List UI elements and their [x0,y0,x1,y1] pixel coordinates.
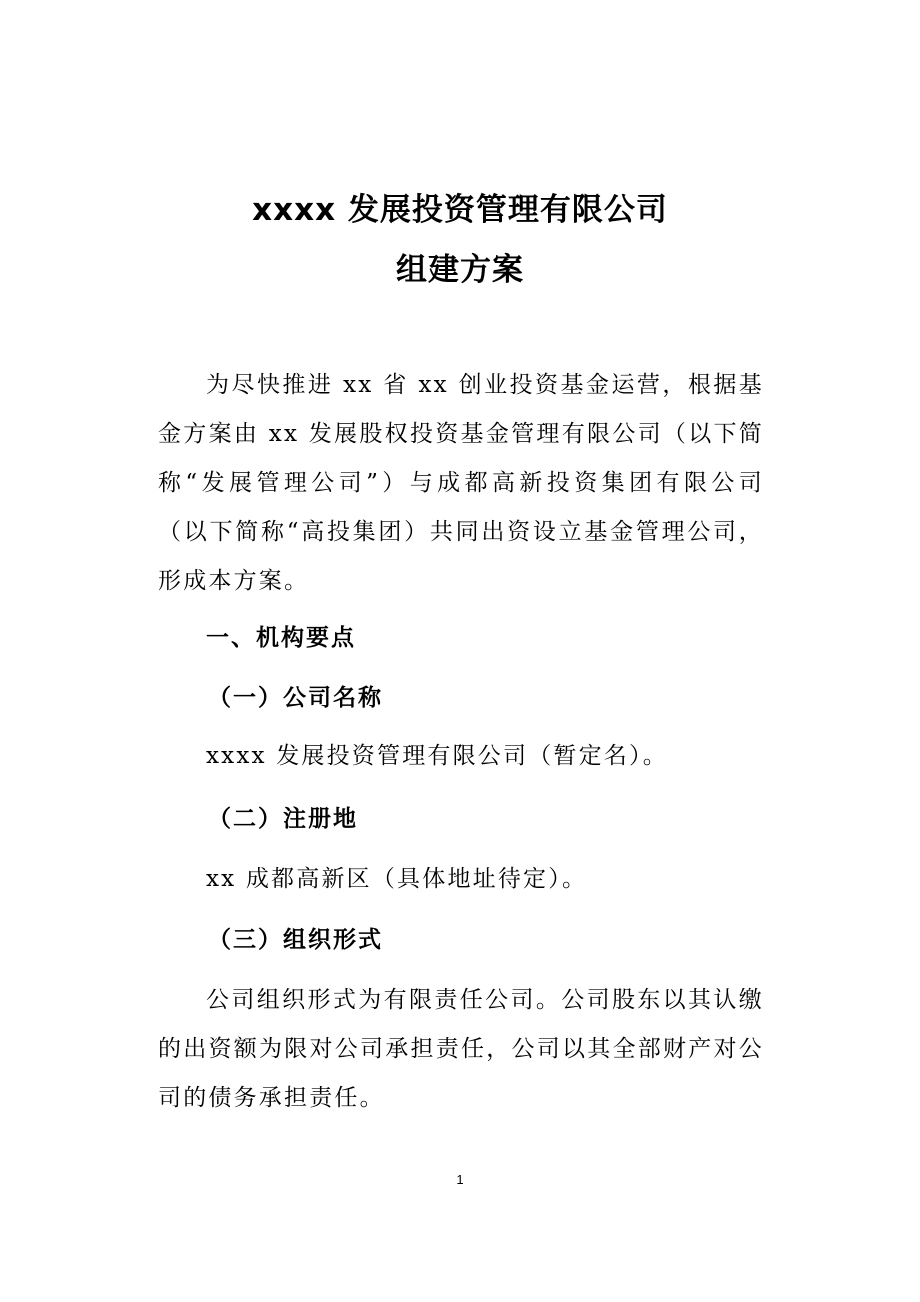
subsection-heading-organization-form: （三）组织形式 [208,927,383,953]
intro-paragraph: 为尽快推进 xx 省 xx 创业投资基金运营，根据基金方案由 xx 发展股权投资基金管理有限公司（以下简称“发展管理公司”）与成都高新投资集团有限公司（以下简称“高投集团）共同出资设立基金管理公司，形成本方案。 [158,372,764,594]
section-heading-institution-points: 一、机构要点 [206,625,356,651]
organization-form-paragraph: 公司组织形式为有限责任公司。公司股东以其认缴的出资额为限对公司承担责任，公司以其全部财产对公司的债务承担责任。 [158,987,764,1111]
subsection-heading-company-name: （一）公司名称 [208,685,383,711]
registration-paragraph: xx 成都高新区（具体地址待定）。 [206,866,588,892]
document-title-line1: xxxx 发展投资管理有限公司 [252,192,668,228]
company-name-paragraph: xxxx 发展投资管理有限公司（暂定名）。 [206,743,668,769]
document-title-line2: 组建方案 [396,252,524,288]
subsection-heading-registration: （二）注册地 [208,806,358,832]
page-number: 1 [456,1172,464,1187]
